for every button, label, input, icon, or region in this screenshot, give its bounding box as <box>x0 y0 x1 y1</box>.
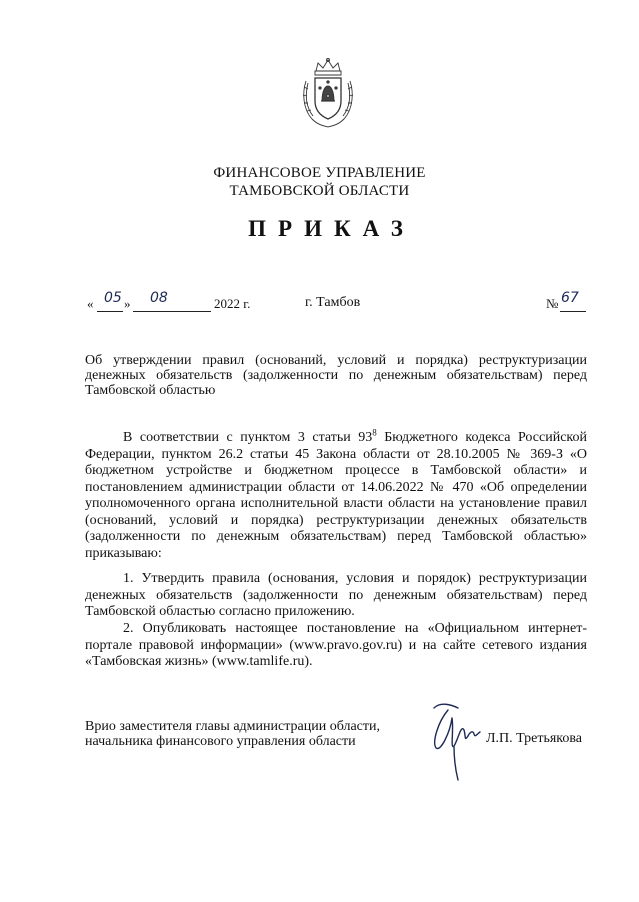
city: г. Тамбов <box>305 295 361 310</box>
organization-name-line1: ФИНАНСОВОЕ УПРАВЛЕНИЕ <box>213 165 426 181</box>
body-paragraph-3: 2. Опубликовать настоящее постановление на «Официальном интернет-портале правовой информации» (www.pravo.gov.ru) и на сайте сетевого издания «Тамбовская жизнь» (www.tamlife.ru). <box>85 621 587 669</box>
body-paragraph-1 <box>85 427 587 562</box>
document-type-title: ПРИКАЗ <box>248 216 415 241</box>
date-quote-open: « <box>87 296 94 311</box>
p1-superscript: 8 <box>372 427 377 438</box>
date-day: 05 <box>104 290 122 306</box>
body-paragraph-2: 1. Утвердить правила (основания, условия и порядок) реструктуризации денежных обязательств (задолженности по денежным обязательствам) перед Тамбовской областью согласно приложению. <box>85 571 587 619</box>
date-month: 08 <box>150 290 168 306</box>
order-number: 67 <box>561 290 579 306</box>
p1-text-before: В соответствии с пунктом 3 статьи 93 <box>123 430 373 445</box>
order-number-underline <box>560 311 586 312</box>
p1-text-after: Бюджетного кодекса Российской Федерации, пунктом 26.2 статьи 45 Закона области от 28.10.2005 № 369-З «О бюджетном устройстве и бюджетном процессе в Тамбовской области» и постановлением администрации области от 14.06.2022 № 470 «Об определении уполномоченного органа исполнительной власти области на установление правил (оснований, условий и порядка) реструктуризации денежных обязательств (задолженности по денежным обязательствам) перед Тамбовской областью» приказываю: <box>85 430 587 561</box>
organization-name-line2: ТАМБОВСКОЙ ОБЛАСТИ <box>229 183 410 199</box>
date-month-underline <box>133 311 211 312</box>
handwritten-signature-icon <box>428 700 490 782</box>
date-quote-close: » <box>124 296 131 311</box>
signatory-name: Л.П. Третьякова <box>486 731 583 746</box>
coat-of-arms-icon <box>298 57 358 129</box>
signatory-position-line1: Врио заместителя главы администрации области, <box>85 719 380 734</box>
date-day-underline <box>97 311 123 312</box>
date-year: 2022 г. <box>214 296 251 311</box>
document-subject: Об утверждении правил (оснований, условий и порядка) реструктуризации денежных обязательств (задолженности по денежным обязательствам) перед Тамбовской областью <box>85 353 587 398</box>
number-label: № <box>546 296 559 311</box>
signatory-position-line2: начальника финансового управления области <box>85 734 356 749</box>
signatory-position <box>85 719 380 749</box>
